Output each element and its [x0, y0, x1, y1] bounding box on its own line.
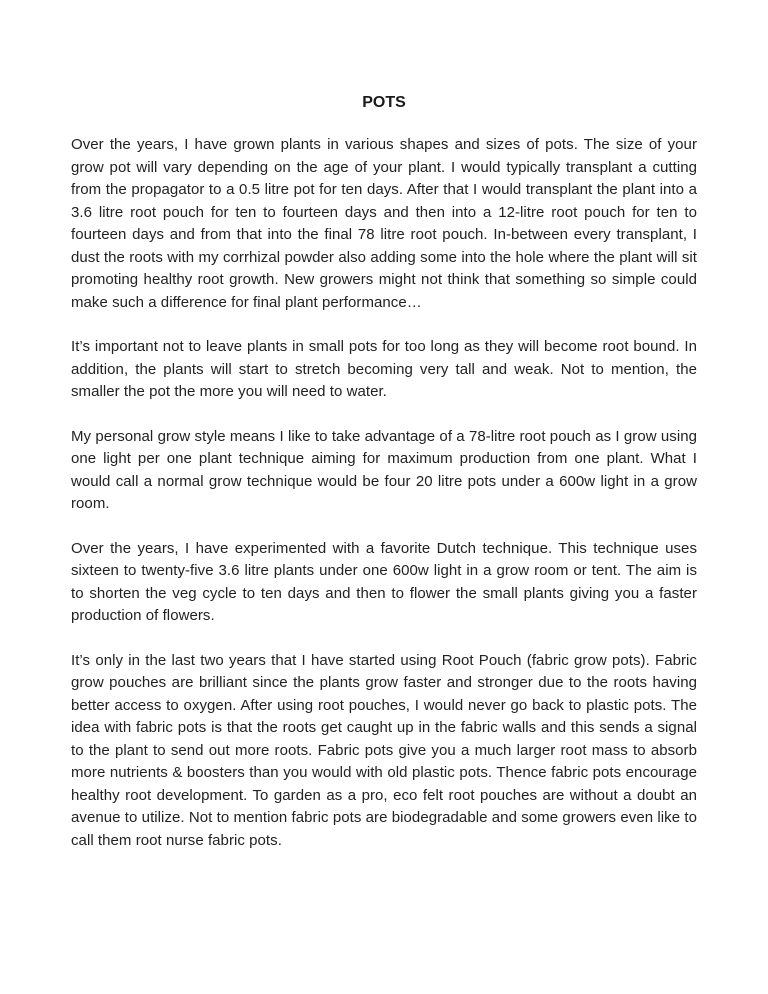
paragraph-3: My personal grow style means I like to take advantage of a 78-litre root pouch as I grow using one light per one plant technique aiming for maximum production from one plant. What I would call a normal grow technique would be four 20 litre pots under a 600w light in a grow room.	[71, 427, 697, 512]
paragraph-5: It’s only in the last two years that I have started using Root Pouch (fabric grow pots). Fabric grow pouches are brilliant since the plants grow faster and stronger due to the roots having better access to oxygen. After using root pouches, I would never go back to plastic pots. The idea with fabric pots is that the roots get caught up in the fabric walls and this sends a signal to the plant to send out more roots. Fabric pots give you a much larger root mass to absorb more nutrients & boosters than you would with old plastic pots. Thence fabric pots encourage healthy root development. To garden as a pro, eco felt root pouches are without a doubt an avenue to utilize. Not to mention fabric pots are biodegradable and some growers even like to call them root nurse fabric pots.	[71, 651, 697, 849]
paragraph-2: It’s important not to leave plants in small pots for too long as they will become root bound. In addition, the plants will start to stretch becoming very tall and weak. Not to mention, the smaller the pot the more you will need to water.	[71, 338, 697, 400]
paragraph-4: Over the years, I have experimented with a favorite Dutch technique. This technique uses sixteen to twenty-five 3.6 litre plants under one 600w light in a grow room or tent. The aim is to shorten the veg cycle to ten days and then to flower the small plants giving you a faster production of flowers.	[71, 539, 697, 624]
paragraph-1: Over the years, I have grown plants in various shapes and sizes of pots. The size of your grow pot will vary depending on the age of your plant. I would typically transplant a cutting from the propagator to a 0.5 litre pot for ten days. After that I would transplant the plant into a 3.6 litre root pouch for ten to fourteen days and then into a 12-litre root pouch for ten to fourteen days and from that into the final 78 litre root pouch. In-between every transplant, I dust the roots with my corrhizal powder also adding some into the hole where the plant will sit promoting healthy root growth. New growers might not think that something so simple could make such a difference for final plant performance…	[71, 136, 697, 311]
page-title: POTS	[362, 94, 406, 111]
